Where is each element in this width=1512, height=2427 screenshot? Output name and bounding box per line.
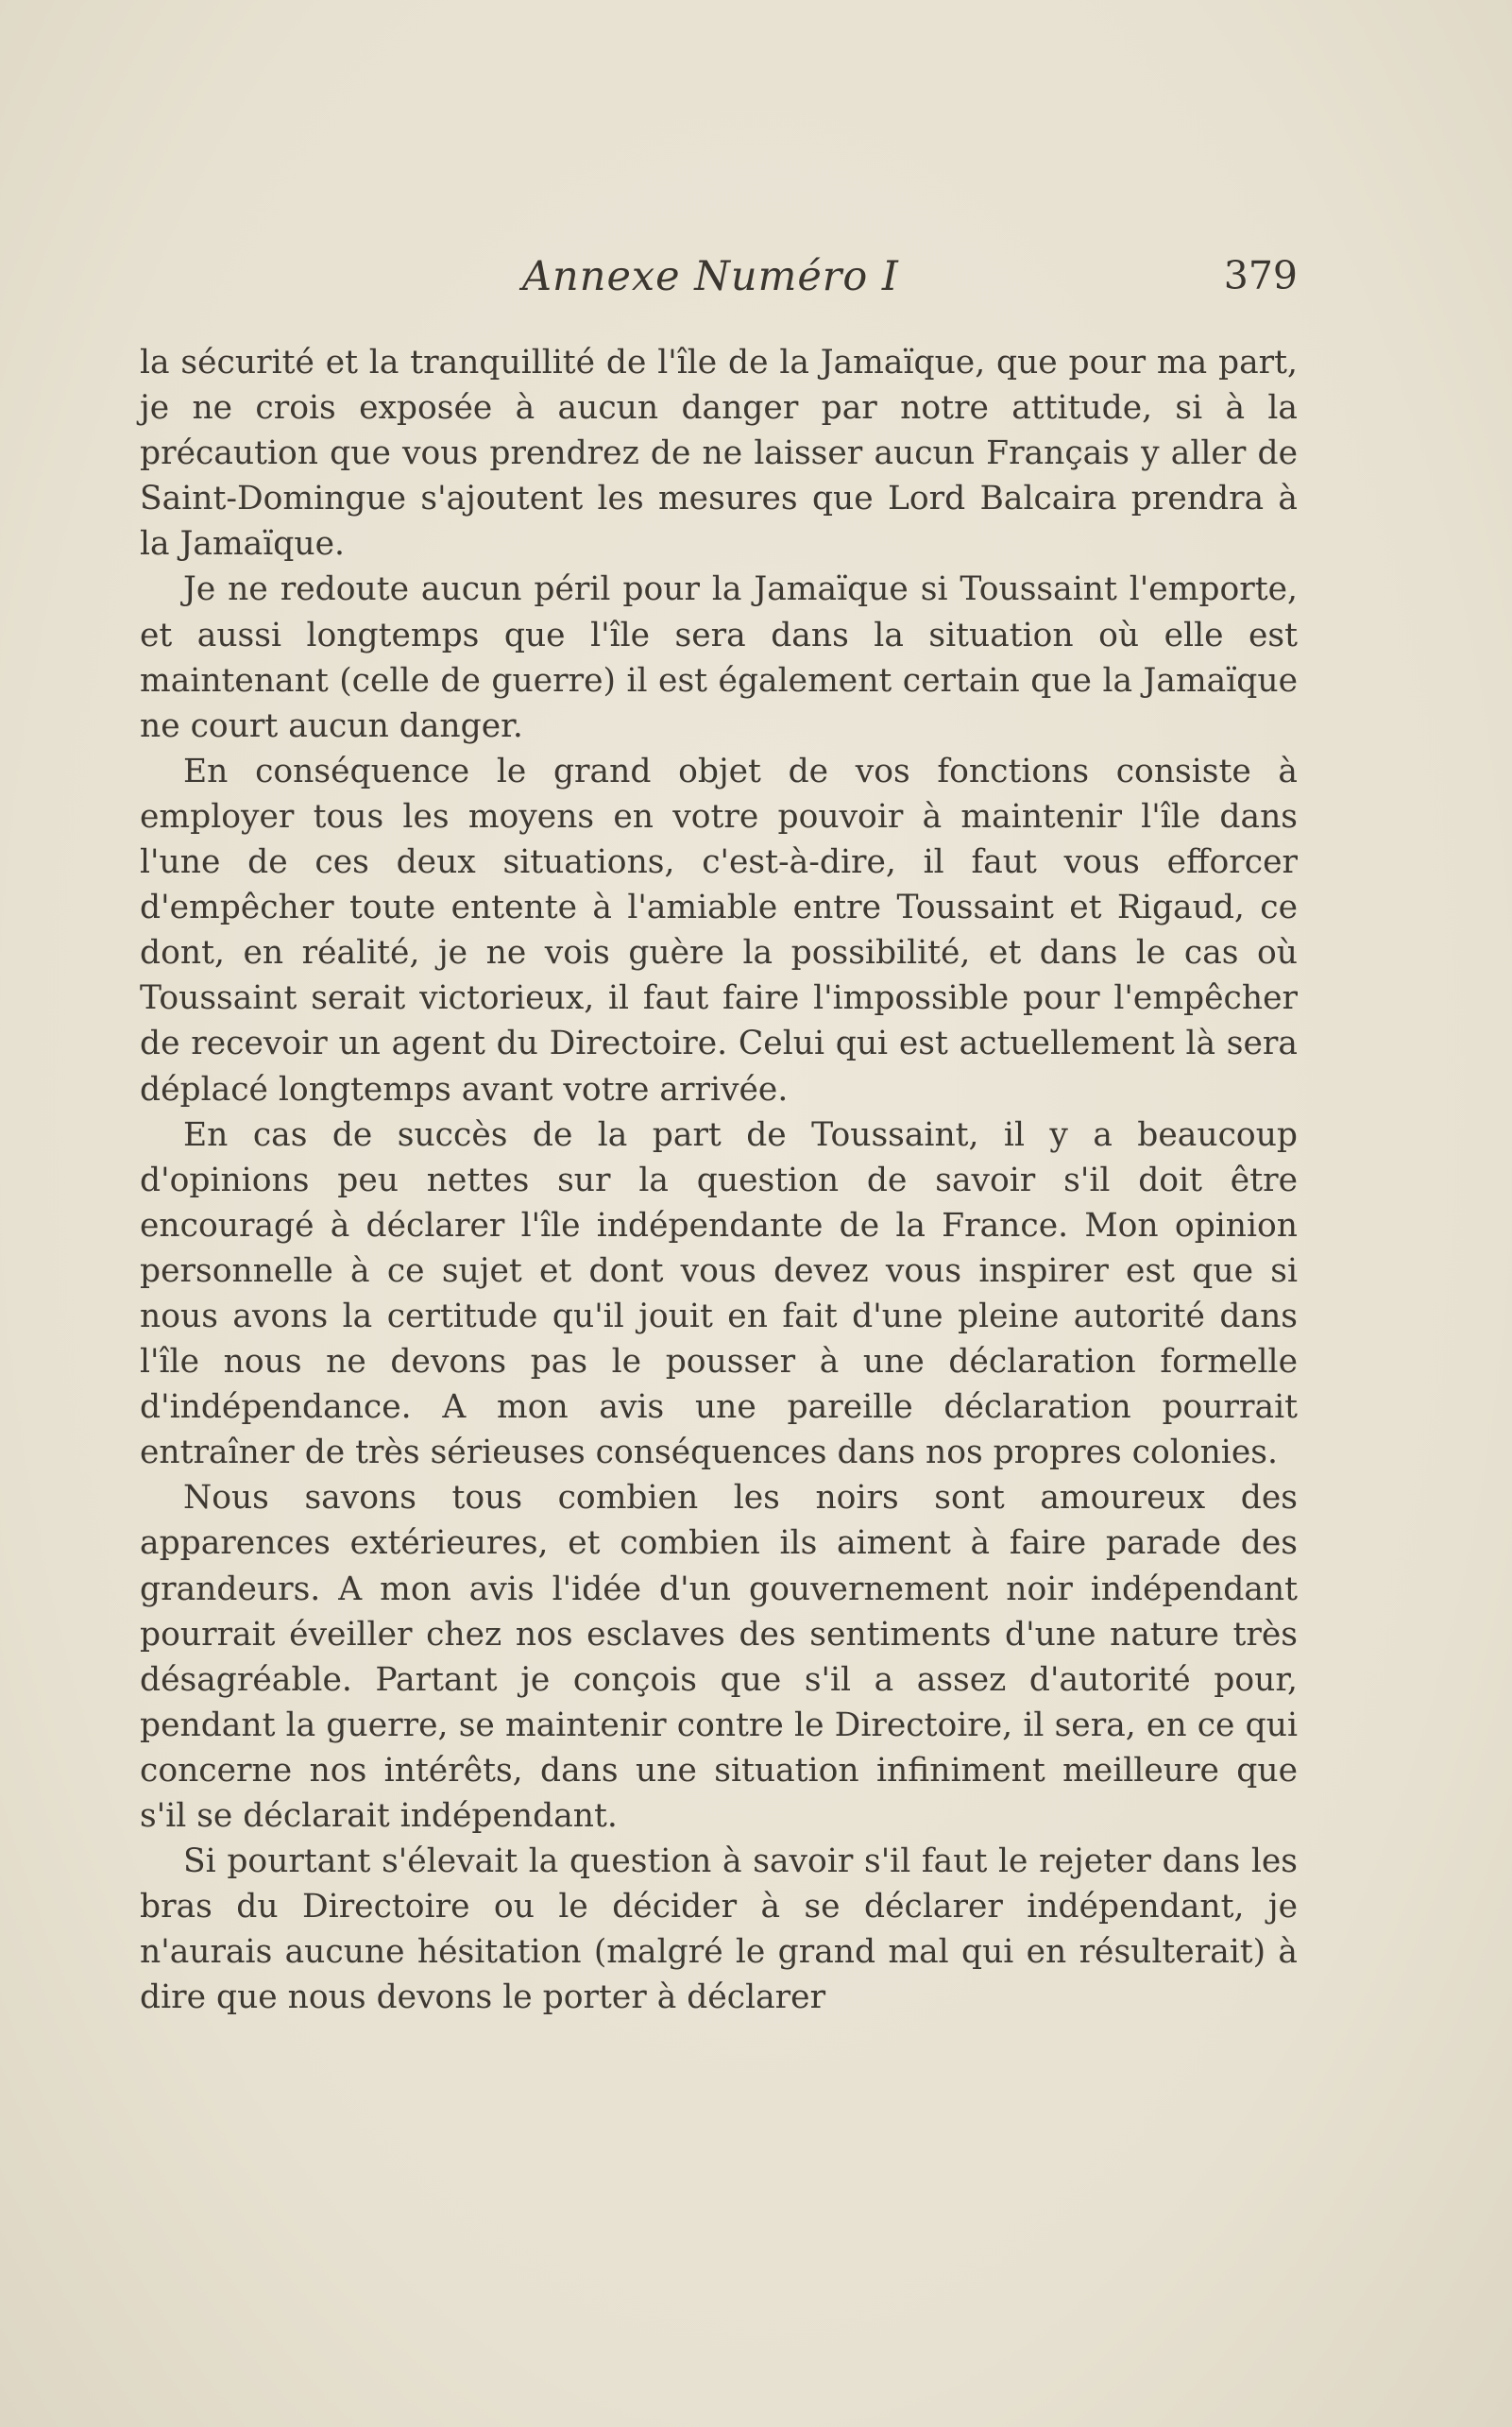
paragraph-1: la sécurité et la tranquillité de l'île de la Jamaïque, que pour ma part, je ne crois exposée à aucun danger par notre attitude, si à la précaution que vous prendrez de ne laisser aucun Français y aller de Saint-Domingue s'ajoutent les mesures que Lord Balcaira prendra à la Jamaïque. [140, 344, 1298, 564]
paragraph-3: En conséquence le grand objet de vos fonctions consiste à employer tous les moyens en votre pouvoir à maintenir l'île dans l'une de ces deux situations, c'est-à-dire, il faut vous efforcer d'empêcher toute entente à l'amiable entre Toussaint et Rigaud, ce dont, en réalité, je ne vois guère la possibilité, et dans le cas où Toussaint serait victorieux, il faut faire l'impossible pour l'empêcher de recevoir un agent du Directoire. Celui qui est actuellement là sera déplacé longtemps avant votre arrivée. [140, 752, 1298, 1109]
paragraph-4: En cas de succès de la part de Toussaint, il y a beaucoup d'opinions peu nettes sur la question de savoir s'il doit être encouragé à déclarer l'île indépendante de la France. Mon opinion personnelle à ce sujet et dont vous devez vous inspirer est que si nous avons la certitude qu'il jouit en fait d'une pleine autorité dans l'île nous ne devons pas le pousser à une déclaration formelle d'indépendance. A mon avis une pareille déclaration pourrait entraîner de très sérieuses conséquences dans nos propres colonies. [140, 1115, 1298, 1472]
body-text [140, 340, 1298, 2020]
running-title: Annexe Numéro I [522, 253, 899, 300]
page-number: 379 [1223, 253, 1298, 298]
paragraph-2: Je ne redoute aucun péril pour la Jamaïque si Toussaint l'emporte, et aussi longtemps que l'île sera dans la situation où elle est maintenant (celle de guerre) il est également certain que la Jamaïque ne court aucun danger. [140, 570, 1298, 745]
paragraph-5: Nous savons tous combien les noirs sont amoureux des apparences extérieures, et combien ils aiment à faire parade des grandeurs. A mon avis l'idée d'un gouvernement noir indépendant pourrait éveiller chez nos esclaves des sentiments d'une nature très désagréable. Partant je conçois que s'il a assez d'autorité pour, pendant la guerre, se maintenir contre le Directoire, il sera, en ce qui concerne nos intérêts, dans une situation infiniment meilleure que s'il se déclarait indépendant. [140, 1479, 1298, 1835]
running-header [140, 253, 1298, 310]
paragraph-6: Si pourtant s'élevait la question à savoir s'il faut le rejeter dans les bras du Directoire ou le décider à se déclarer indépendant, je n'aurais aucune hésitation (malgré le grand mal qui en résulterait) à dire que nous devons le porter à déclarer [140, 1842, 1298, 2017]
